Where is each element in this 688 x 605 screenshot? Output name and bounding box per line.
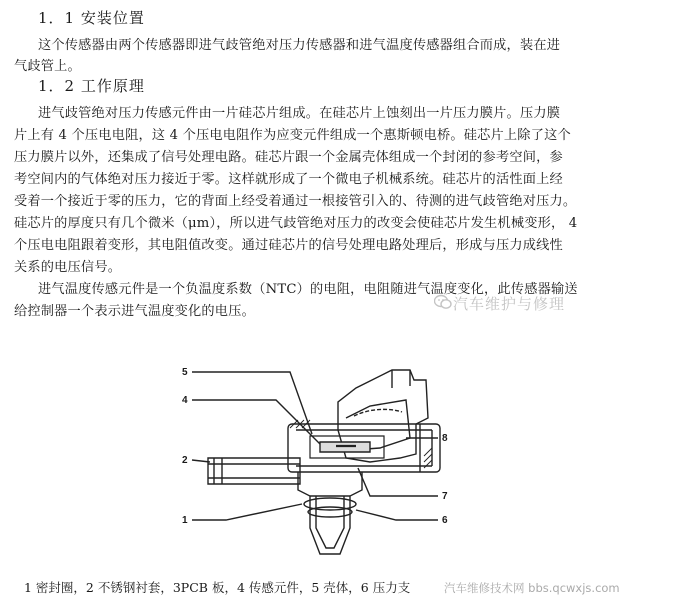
callout-label: 8 xyxy=(442,433,448,444)
paragraph-line: 这个传感器由两个传感器即进气歧管绝对压力传感器和进气温度传感器组合而成，装在进 xyxy=(38,38,561,53)
paragraph-line: 关系的电压信号。 xyxy=(14,260,122,275)
paragraph-line: 受着一个接近于零的压力，它的背面上经受着通过一根接管引入的、待测的进气歧管绝对压力。 xyxy=(14,194,577,209)
paragraph-line: 个压电电阻跟着变形，其电阻值改变。通过硅芯片的信号处理电路处理后，形成与压力成线性 xyxy=(14,238,563,253)
paragraph-line: 进气温度传感元件是一个负温度系数（NTC）的电阻，电阻随进气温度变化，此传感器输送 xyxy=(38,282,578,297)
callout-label: 1 xyxy=(182,515,188,526)
section-heading-working-principle: 1．2 工作原理 xyxy=(38,77,145,95)
callout-label: 2 xyxy=(182,455,188,466)
paragraph-line: 硅芯片的厚度只有几个微米（μm），所以进气歧管绝对压力的改变会使硅芯片发生机械变形， 4 xyxy=(14,216,578,231)
figure-caption: 1 密封圈，2 不锈钢衬套，3PCB 板，4 传感元件，5 壳体，6 压力支 xyxy=(24,580,411,595)
watermark-text: 汽车维护与修理 xyxy=(453,295,566,313)
paragraph-line: 给控制器一个表示进气温度变化的电压。 xyxy=(14,304,255,319)
paragraph-line: 考空间内的气体绝对压力接近于零。这样就形成了一个微电子机械系统。硅芯片的活性面上经 xyxy=(14,172,563,187)
callout-label: 7 xyxy=(442,491,448,502)
wechat-logo-icon xyxy=(434,294,452,310)
paragraph-line: 进气歧管绝对压力传感元件由一片硅芯片组成。在硅芯片上蚀刻出一片压力膜片。压力膜 xyxy=(38,106,561,121)
section-heading-install-position: 1．1 安装位置 xyxy=(38,9,145,27)
paragraph-line: 气歧管上。 xyxy=(14,59,81,74)
callout-label: 5 xyxy=(182,367,188,378)
callout-label: 6 xyxy=(442,515,448,526)
sensor-cross-section-diagram xyxy=(170,358,460,568)
paragraph-line: 片上有 4 个压电电阻，这 4 个压电电阻作为应变元件组成一个惠斯顿电桥。硅芯片上除了这个 xyxy=(14,128,571,143)
paragraph-line: 压力膜片以外，还集成了信号处理电路。硅芯片跟一个金属壳体组成一个封闭的参考空间，参 xyxy=(14,150,563,165)
callout-label: 4 xyxy=(182,395,188,406)
caption-watermark: 汽车维修技术网 bbs.qcwxjs.com xyxy=(444,581,620,595)
